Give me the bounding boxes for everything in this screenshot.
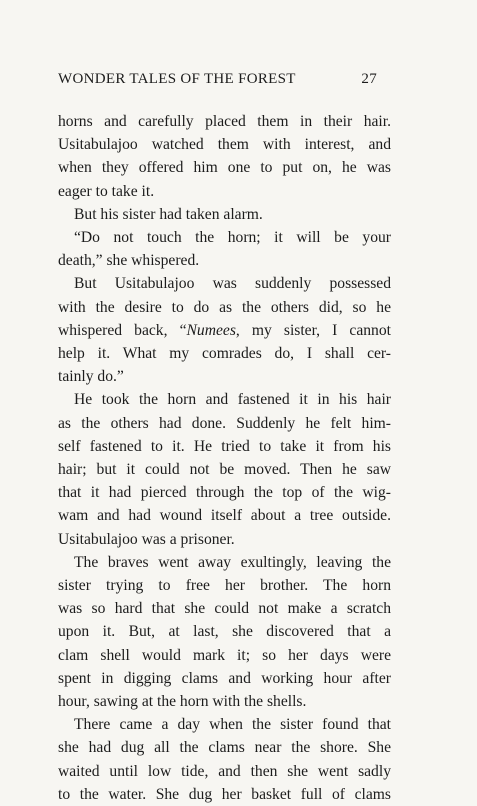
text-line: as the others had done. Suddenly he felt him- <box>58 414 391 432</box>
text-line: death,” she whispered. <box>58 252 200 270</box>
text-line: upon it. But, at last, she discovered that a <box>58 623 391 641</box>
text-line: when they offered him one to put on, he was <box>58 159 391 177</box>
text-line: Usitabulajoo was a prisoner. <box>58 530 235 548</box>
text-line: wam and had wound itself about a tree outside. <box>58 507 391 525</box>
text-line: But his sister had taken alarm. <box>74 205 263 223</box>
text-line: Usitabulajoo watched them with interest, and <box>58 136 391 154</box>
text-line: whispered back, “Numees, my sister, I cannot <box>58 321 391 339</box>
text-line: sister trying to free her brother. The horn <box>58 577 391 595</box>
text-line: spent in digging clams and working hour after <box>58 669 391 687</box>
text-line: hour, sawing at the horn with the shells. <box>58 693 307 711</box>
text-line: was so hard that she could not make a scratch <box>58 600 391 618</box>
text-line: waited until low tide, and then she went sadly <box>58 762 391 780</box>
page-number: 27 <box>361 71 377 87</box>
text-line: tainly do.” <box>58 368 124 386</box>
text-line: “Do not touch the horn; it will be your <box>74 229 391 247</box>
text-line: But Usitabulajoo was suddenly possessed <box>74 275 391 293</box>
text-line: that it had pierced through the top of the wig- <box>58 484 391 502</box>
text-line: help it. What my comrades do, I shall cer- <box>58 345 391 363</box>
text-line: with the desire to do as the others did, so he <box>58 298 391 316</box>
italic-word: Numees <box>186 321 236 339</box>
text-line: eager to take it. <box>58 182 155 200</box>
running-title: WONDER TALES OF THE FOREST <box>58 71 296 87</box>
text-line: The braves went away exultingly, leaving the <box>74 553 391 571</box>
text-line: hair; but it could not be moved. Then he saw <box>58 461 391 479</box>
text-line: There came a day when the sister found that <box>74 716 391 734</box>
text-line: clam shell would mark it; so her days were <box>58 646 391 664</box>
running-header <box>58 71 377 88</box>
text-line: she had dug all the clams near the shore. She <box>58 739 391 757</box>
text-line: to the water. She dug her basket full of clams <box>58 785 391 803</box>
body-text <box>58 110 391 806</box>
text-line: He took the horn and fastened it in his hair <box>74 391 391 409</box>
text-line: horns and carefully placed them in their hair. <box>58 113 391 130</box>
text-line: self fastened to it. He tried to take it from his <box>58 437 391 455</box>
